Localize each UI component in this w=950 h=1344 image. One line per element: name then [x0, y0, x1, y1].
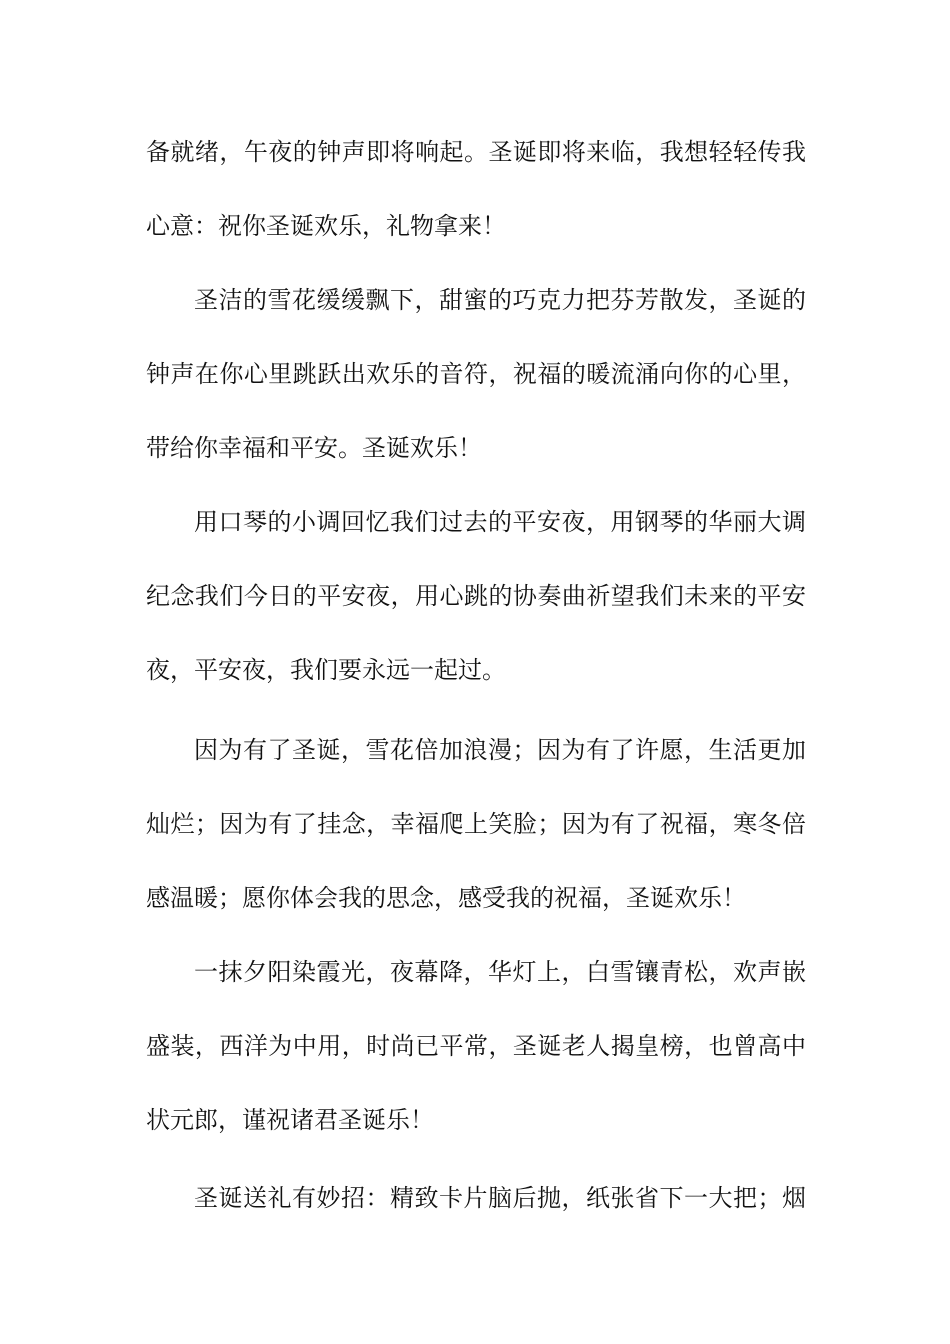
text-line: 灿烂；因为有了挂念，幸福爬上笑脸；因为有了祝福，寒冬倍	[146, 810, 806, 838]
paragraph-first-line: 一抹夕阳染霞光，夜幕降，华灯上，白雪镶青松，欢声嵌	[194, 958, 806, 986]
text-line: 夜，平安夜，我们要永远一起过。	[146, 656, 506, 684]
text-line: 带给你幸福和平安。圣诞欢乐！	[146, 434, 482, 462]
text-line: 备就绪，午夜的钟声即将响起。圣诞即将来临，我想轻轻传我	[146, 138, 806, 166]
text-line: 钟声在你心里跳跃出欢乐的音符，祝福的暖流涌向你的心里，	[146, 360, 806, 388]
text-line: 状元郎，谨祝诸君圣诞乐！	[146, 1106, 434, 1134]
paragraph-first-line: 用口琴的小调回忆我们过去的平安夜，用钢琴的华丽大调	[194, 508, 806, 536]
text-line: 纪念我们今日的平安夜，用心跳的协奏曲祈望我们未来的平安	[146, 582, 806, 610]
text-line: 心意：祝你圣诞欢乐，礼物拿来！	[146, 212, 506, 240]
text-line: 感温暖；愿你体会我的思念，感受我的祝福，圣诞欢乐！	[146, 884, 746, 912]
text-line: 盛装，西洋为中用，时尚已平常，圣诞老人揭皇榜，也曾高中	[146, 1032, 806, 1060]
paragraph-first-line: 圣洁的雪花缓缓飘下，甜蜜的巧克力把芬芳散发，圣诞的	[194, 286, 806, 314]
paragraph-first-line: 圣诞送礼有妙招：精致卡片脑后抛，纸张省下一大把；烟	[194, 1184, 806, 1212]
paragraph-first-line: 因为有了圣诞，雪花倍加浪漫；因为有了许愿，生活更加	[194, 736, 806, 764]
